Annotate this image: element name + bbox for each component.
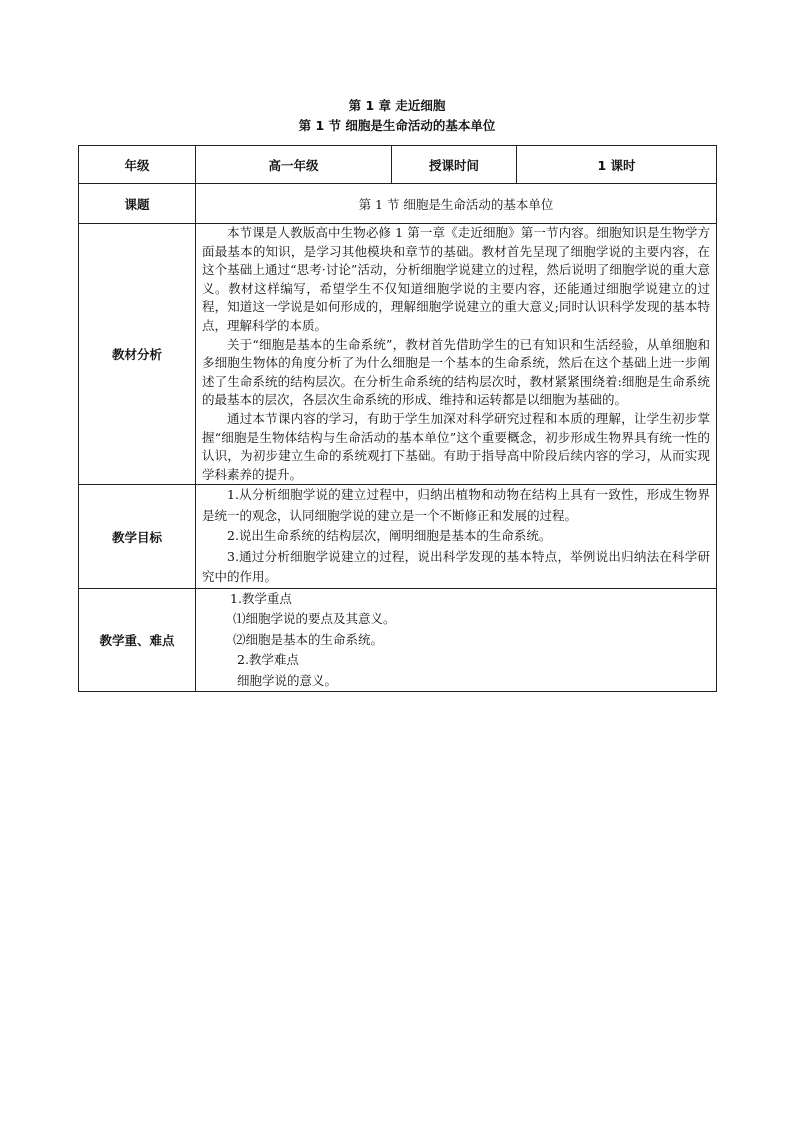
analysis-row — [79, 224, 717, 485]
goal-item: 1.从分析细胞学说的建立过程中，归纳出植物和动物在结构上具有一致性，形成生物界是统一的观念，认同细胞学说的建立是一个不断修正和发展的过程。 — [202, 487, 710, 523]
goals-content — [196, 485, 717, 589]
key-points-line: 2.教学难点 — [237, 652, 299, 668]
key-points-line: ⑴细胞学说的要点及其意义。 — [233, 611, 396, 627]
key-points-line: 细胞学说的意义。 — [237, 672, 338, 688]
info-row — [79, 146, 717, 184]
time-value: 1 课时 — [517, 146, 717, 184]
key-points-line: 1.教学重点 — [230, 590, 292, 606]
grade-label: 年级 — [79, 146, 196, 184]
analysis-label: 教材分析 — [79, 224, 196, 485]
key-points-content — [196, 588, 717, 692]
key-points-label: 教学重、难点 — [79, 588, 196, 692]
topic-label: 课题 — [79, 184, 196, 224]
key-points-line: ⑵细胞是基本的生命系统。 — [233, 631, 384, 647]
lesson-plan-table — [78, 145, 717, 692]
goal-item: 2.说出生命系统的结构层次，阐明细胞是基本的生命系统。 — [227, 528, 552, 544]
grade-value: 高一年级 — [196, 146, 392, 184]
goal-item: 3.通过分析细胞学说建立的过程，说出科学发现的基本特点，举例说出归纳法在科学研究中的作用。 — [202, 548, 710, 585]
analysis-content — [196, 224, 717, 485]
goals-row — [79, 485, 717, 589]
chapter-title: 第 1 章 走近细胞 — [348, 98, 446, 113]
analysis-paragraph: 通过本节课内容的学习，有助于学生加深对科学研究过程和本质的理解，让学生初步掌握“细胞是生物体结构与生命活动的基本单位”这个重要概念，初步形成生物界具有统一性的认识，为初步建立生命的系统观打下基础。有助于指导高中阶段后续内容的学习，从而实现学科素养的提升。 — [202, 410, 710, 482]
key-points-row — [79, 588, 717, 692]
analysis-paragraph: 关于“细胞是基本的生命系统”，教材首先借助学生的已有知识和生活经验，从单细胞和多细胞生物体的角度分析了为什么细胞是一个基本的生命系统，然后在这个基础上进一步阐述了生命系统的结构层次。在分析生命系统的结构层次时，教材紧紧围绕着:细胞是生命系统的最基本的层次，各层次生命系统的形成、维持和运转都是以细胞为基础的。 — [202, 336, 710, 408]
goals-label: 教学目标 — [79, 485, 196, 589]
topic-value: 第 1 节 细胞是生命活动的基本单位 — [196, 184, 717, 224]
section-title: 第 1 节 细胞是生命活动的基本单位 — [298, 118, 496, 133]
analysis-paragraph: 本节课是人教版高中生物必修 1 第一章《走近细胞》第一节内容。细胞知识是生物学方面最基本的知识，是学习其他模块和章节的基础。教材首先呈现了细胞学说的主要内容，在这个基础上通过“思考·讨论”活动，分析细胞学说建立的过程，然后说明了细胞学说的重大意义。教材这样编写，希望学生不仅知道细胞学说的主要内容，还能通过细胞学说建立的过程，知道这一学说是如何形成的，理解细胞学说建立的重大意义;同时认识科学发现的基本特点，理解科学的本质。 — [202, 225, 710, 333]
topic-row — [79, 184, 717, 224]
time-label: 授课时间 — [392, 146, 517, 184]
